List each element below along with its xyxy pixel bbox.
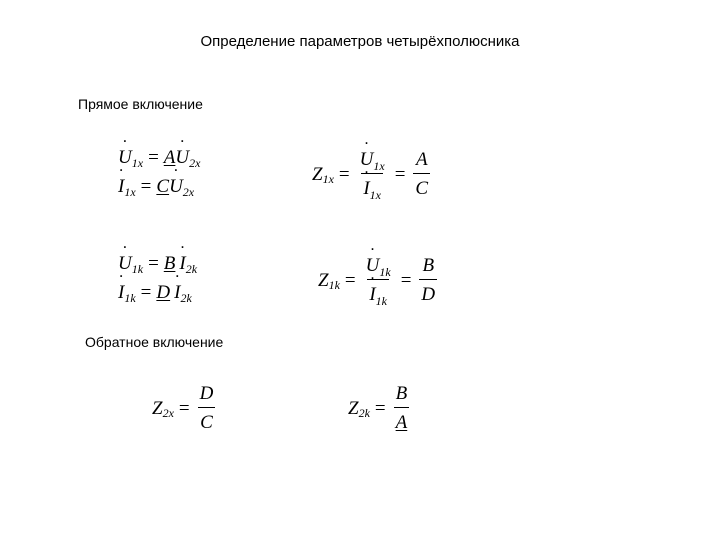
param-c: C — [413, 173, 430, 198]
i-symbol: ˙ I — [118, 177, 124, 196]
equals-sign: = — [400, 269, 412, 291]
param-b: B — [422, 255, 435, 276]
param-d: D — [419, 279, 437, 304]
subscript: 2k — [180, 290, 192, 305]
equals-sign: = — [148, 253, 159, 274]
equation-i1k — [118, 282, 197, 305]
subscript: 2x — [182, 184, 195, 199]
section-heading-reverse: Обратное включение — [85, 334, 224, 350]
i-symbol: ˙ I — [179, 254, 185, 273]
equals-sign: = — [374, 397, 386, 419]
i-symbol: ˙ I — [363, 179, 369, 198]
equals-sign: = — [394, 163, 406, 185]
equals-sign: = — [178, 397, 190, 419]
param-c: C — [198, 407, 215, 432]
u-symbol: ˙ U — [175, 148, 189, 167]
equals-sign: = — [140, 176, 152, 197]
param-b: B — [395, 383, 408, 404]
subscript: 1x — [322, 172, 334, 186]
i-symbol: ˙ I — [369, 285, 375, 304]
equation-i1x — [118, 176, 200, 199]
param-a: A — [163, 147, 176, 168]
equations-open-circuit — [118, 147, 201, 199]
param-a: A — [415, 149, 428, 170]
z-symbol: Z — [152, 397, 163, 419]
subscript: 1k — [124, 290, 136, 305]
u-symbol: ˙ U — [118, 254, 132, 273]
subscript: 1x — [369, 188, 381, 202]
subscript: 1x — [373, 159, 385, 173]
equals-sign: = — [148, 147, 159, 168]
formula-z1k — [318, 255, 440, 308]
param-c: C — [156, 176, 170, 197]
subscript: 2k — [185, 261, 198, 276]
z-symbol: Z — [312, 163, 323, 185]
subscript: 1k — [131, 261, 144, 276]
equals-sign: = — [338, 163, 350, 185]
param-a: A — [394, 407, 410, 432]
subscript: 2k — [358, 406, 370, 420]
i-symbol: ˙ I — [118, 283, 124, 302]
param-d: D — [156, 282, 171, 303]
equations-short-circuit — [118, 253, 198, 305]
fraction-a-over-c — [413, 150, 430, 198]
equals-sign: = — [344, 269, 356, 291]
equation-u1k — [118, 253, 198, 276]
u-symbol: ˙ U — [360, 150, 374, 169]
equation-u1x — [118, 147, 201, 170]
fraction-u-over-i — [364, 255, 393, 308]
z-symbol: Z — [318, 269, 329, 291]
subscript: 2x — [189, 155, 201, 170]
formula-z2k — [348, 384, 412, 432]
subscript: 1x — [131, 155, 144, 170]
section-heading-direct: Прямое включение — [78, 96, 203, 112]
equals-sign: = — [140, 282, 152, 303]
subscript: 1k — [375, 294, 387, 308]
u-symbol: ˙ U — [366, 256, 380, 275]
param-b: B — [163, 253, 176, 274]
subscript: 2x — [162, 406, 174, 420]
formula-z2x — [152, 384, 218, 432]
param-d: D — [199, 383, 214, 404]
subscript: 1x — [124, 184, 136, 199]
fraction-b-over-a — [394, 384, 410, 432]
u-symbol: ˙ U — [118, 148, 132, 167]
fraction-b-over-d — [419, 256, 437, 304]
page-title: Определение параметров четырёхполюсника — [200, 33, 520, 50]
formula-z1x — [312, 149, 433, 202]
z-symbol: Z — [348, 397, 359, 419]
u-symbol: ˙ U — [169, 177, 183, 196]
subscript: 1k — [379, 265, 391, 279]
fraction-u-over-i — [358, 149, 387, 202]
subscript: 1k — [328, 278, 340, 292]
i-symbol: ˙ I — [174, 283, 180, 302]
fraction-d-over-c — [198, 384, 216, 432]
